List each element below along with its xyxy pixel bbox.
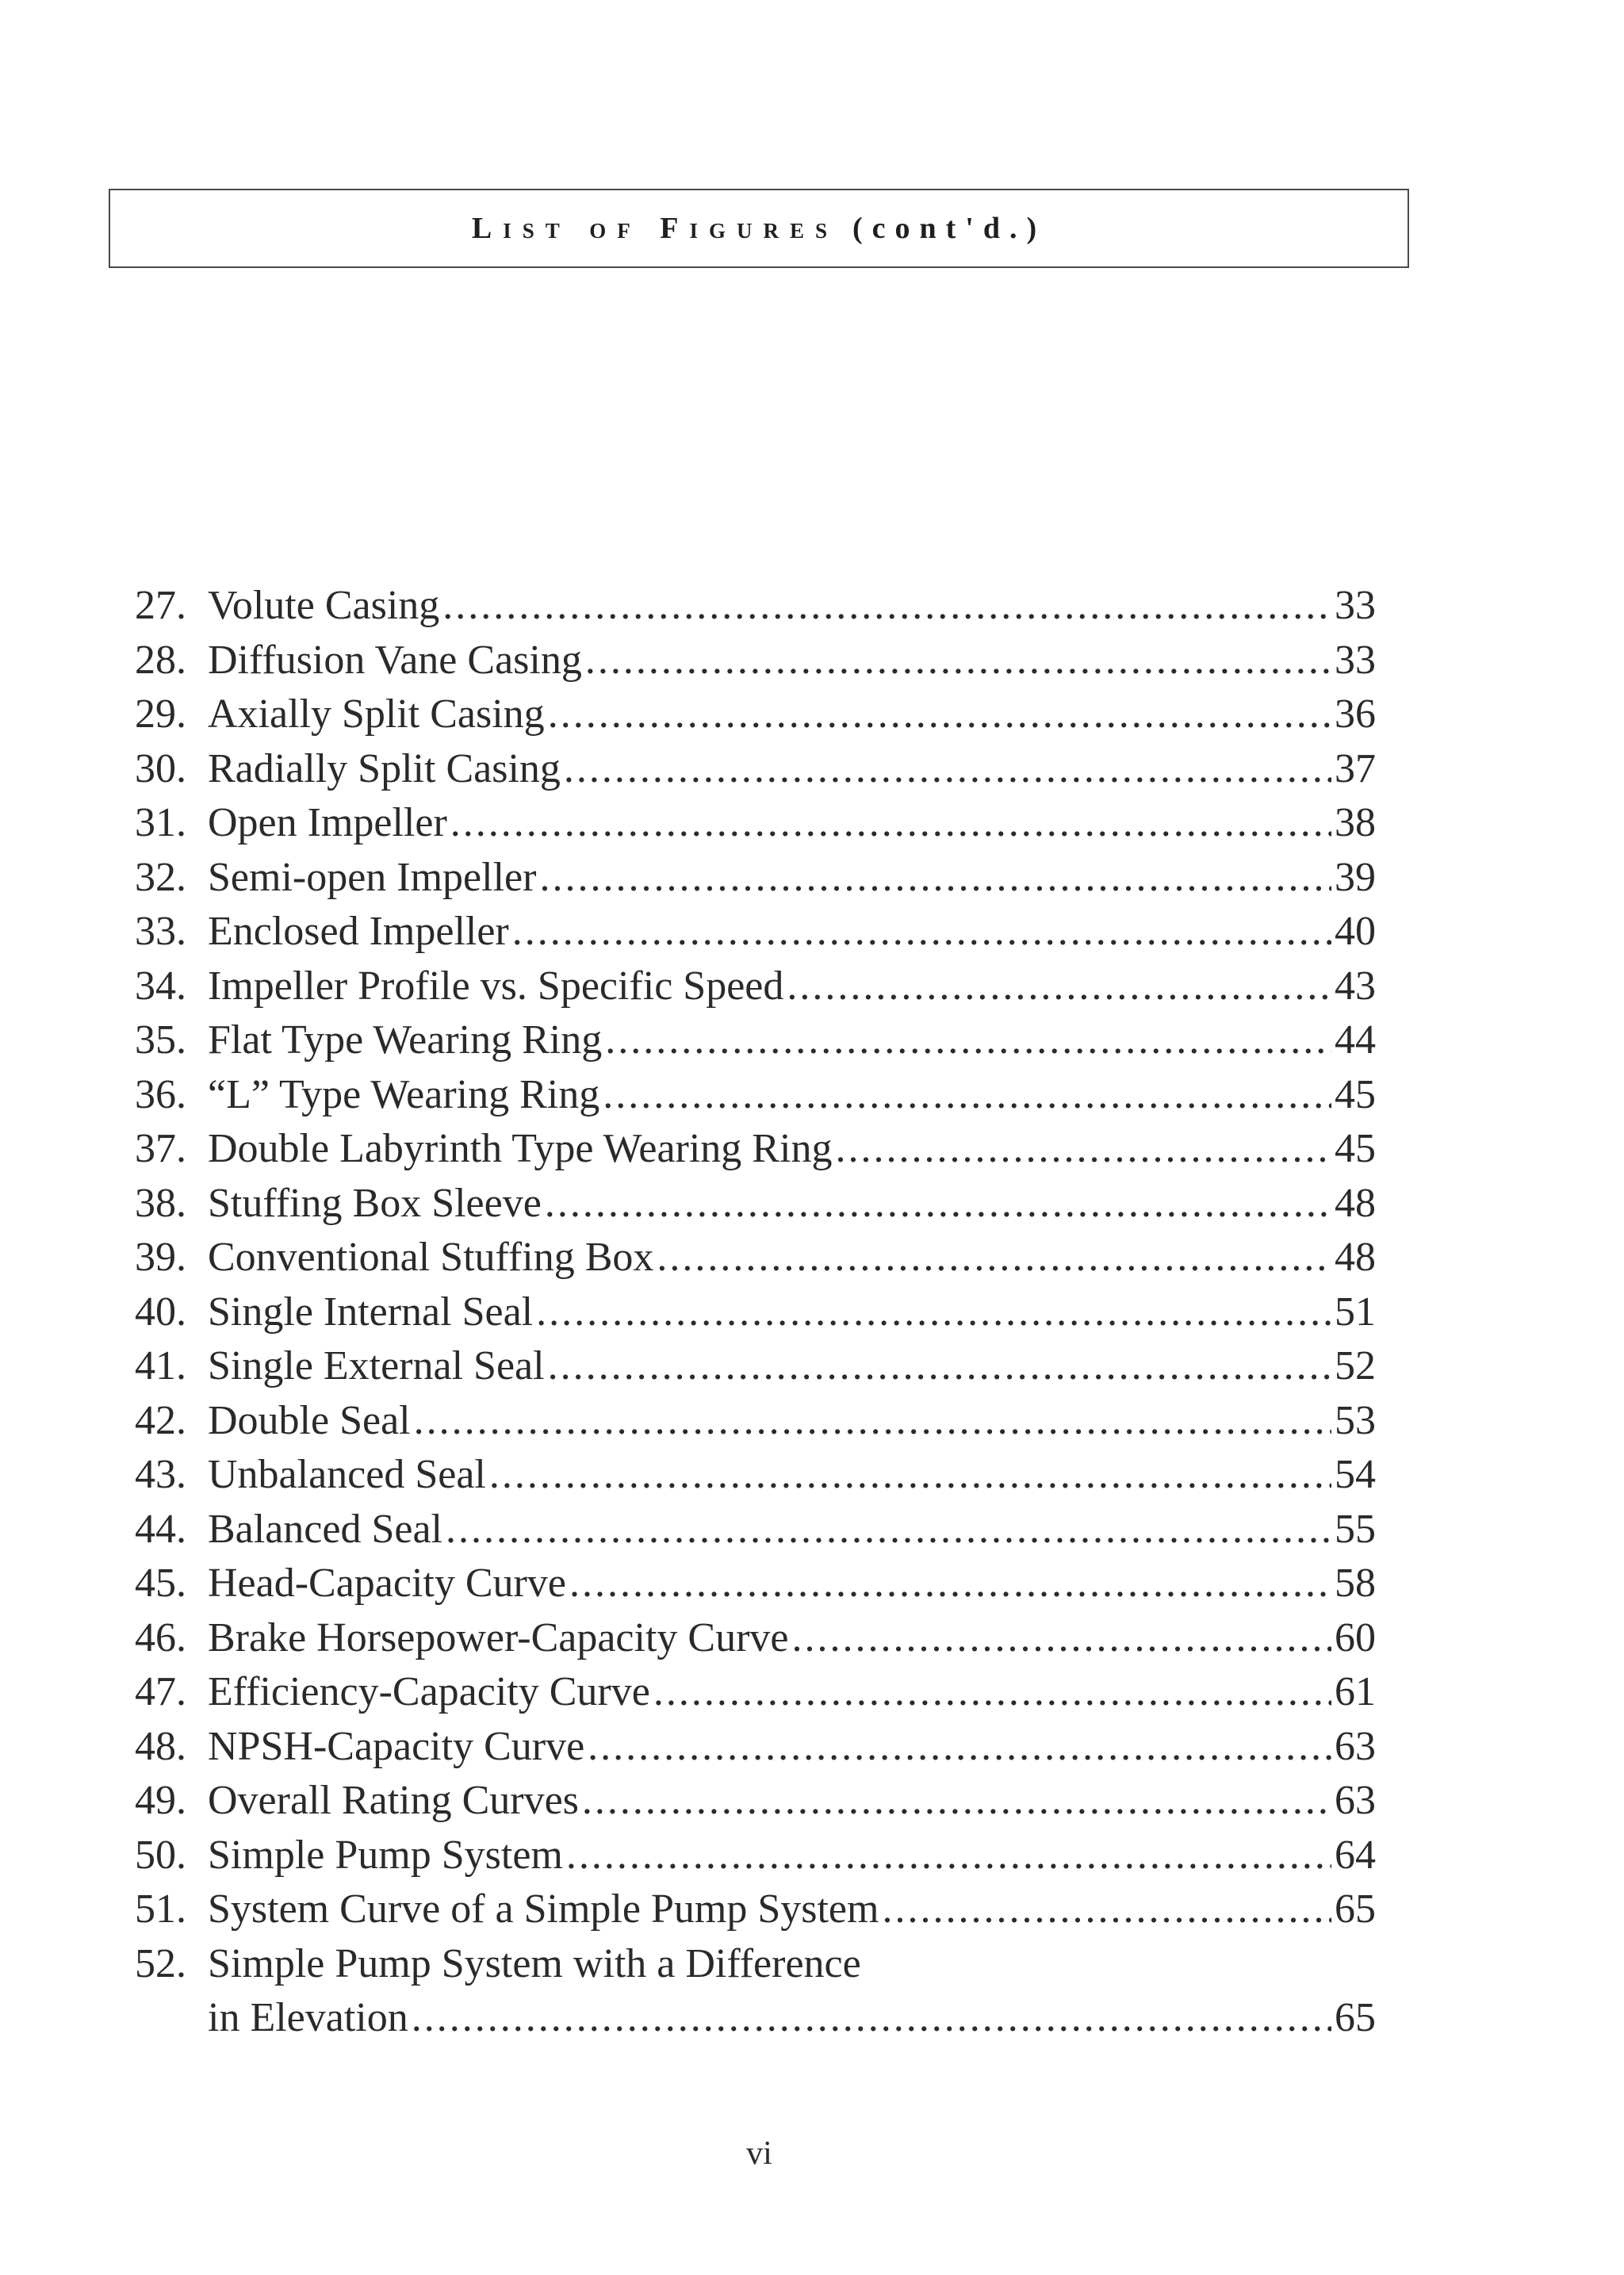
figure-title: Diffusion Vane Casing [208,637,582,683]
figure-page-number: 55 [1335,1506,1376,1552]
figure-entry[interactable] [135,1503,1376,1557]
dot-leader [653,1665,1331,1720]
figure-entry[interactable] [135,1394,1376,1449]
dot-leader [536,1285,1331,1340]
dot-leader [787,959,1331,1014]
dot-leader [512,905,1331,959]
figure-number: 40. [135,1289,186,1335]
figure-title: NPSH-Capacity Curve [208,1723,585,1769]
figure-number: 31. [135,800,186,845]
dot-leader [582,1774,1331,1829]
dot-leader [548,1339,1331,1394]
figure-number: 27. [135,583,186,628]
figure-number: 38. [135,1180,186,1226]
figure-number: 45. [135,1561,186,1606]
figure-number: 39. [135,1235,186,1280]
list-of-figures-header [109,189,1409,268]
figure-page-number: 40 [1335,909,1376,954]
figure-entry[interactable] [135,1122,1376,1177]
figure-entry[interactable] [135,1665,1376,1720]
figure-title: Brake Horsepower-Capacity Curve [208,1614,789,1660]
figure-page-number: 48 [1335,1235,1376,1280]
figure-page-number: 37 [1335,745,1376,791]
dot-leader [545,1177,1331,1231]
figure-entry[interactable] [135,1013,1376,1068]
figure-number: 49. [135,1778,186,1823]
figure-title: Efficiency-Capacity Curve [208,1669,650,1714]
figure-number: 52. [135,1940,186,1986]
figure-entry[interactable] [135,1285,1376,1340]
figure-title: System Curve of a Simple Pump System [208,1886,879,1932]
figure-number: 48. [135,1723,186,1769]
dot-leader [414,1394,1331,1449]
dot-leader [882,1882,1331,1937]
dot-leader [548,687,1331,742]
dot-leader [412,1991,1331,2046]
figure-entry[interactable] [135,1829,1376,1883]
figure-page-number: 48 [1335,1180,1376,1226]
figure-number: 43. [135,1452,186,1497]
figure-number: 33. [135,909,186,954]
dot-leader [605,1013,1331,1068]
figure-entry[interactable] [135,905,1376,959]
figure-title: Single External Seal [208,1343,545,1388]
figure-page-number: 51 [1335,1289,1376,1335]
figure-number: 42. [135,1397,186,1443]
figure-number: 44. [135,1506,186,1552]
figure-number: 47. [135,1669,186,1714]
figure-entry[interactable] [135,1177,1376,1231]
figure-number: 41. [135,1343,186,1388]
header-title [472,211,1046,246]
figure-number: 32. [135,854,186,900]
figure-number: 28. [135,637,186,683]
figure-title: Single Internal Seal [208,1289,534,1335]
figure-entry-continuation[interactable] [135,1991,1376,2046]
figure-entry[interactable] [135,959,1376,1014]
dot-leader [564,742,1331,797]
figure-title: Flat Type Wearing Ring [208,1017,603,1063]
figure-title: Enclosed Impeller [208,909,509,954]
figure-page-number: 63 [1335,1723,1376,1769]
figure-title: Balanced Seal [208,1506,442,1552]
figure-title: Stuffing Box Sleeve [208,1180,542,1226]
figure-title: Impeller Profile vs. Specific Speed [208,963,784,1009]
figure-title: Simple Pump System with a Difference [208,1940,861,1986]
figure-number: 35. [135,1017,186,1063]
figure-title: in Elevation [208,1995,408,2040]
figure-entry[interactable] [135,1339,1376,1394]
figure-entry[interactable] [135,1068,1376,1123]
dot-leader [588,1720,1331,1775]
figure-entry[interactable] [135,687,1376,742]
figure-number: 29. [135,691,186,737]
figure-page-number: 58 [1335,1561,1376,1606]
figure-entry[interactable] [135,742,1376,797]
figure-page-number: 33 [1335,637,1376,683]
figure-title: Conventional Stuffing Box [208,1235,654,1280]
figure-number: 37. [135,1126,186,1171]
figure-title: Radially Split Casing [208,745,561,791]
figure-number: 51. [135,1886,186,1932]
figure-number: 30. [135,745,186,791]
dot-leader [446,1503,1331,1557]
figures-list [135,579,1376,2046]
figure-page-number: 63 [1335,1778,1376,1823]
dot-leader [657,1231,1331,1285]
figure-title: Axially Split Casing [208,691,545,737]
figure-page-number: 54 [1335,1452,1376,1497]
figure-title: Unbalanced Seal [208,1452,486,1497]
figure-page-number: 39 [1335,854,1376,900]
dot-leader [603,1068,1331,1123]
figure-title: Overall Rating Curves [208,1778,579,1823]
figure-title: Semi-open Impeller [208,854,537,900]
dot-leader [442,579,1331,634]
figure-page-number: 64 [1335,1832,1376,1878]
figure-page-number: 44 [1335,1017,1376,1063]
figure-entry[interactable] [135,1937,1376,1992]
dot-leader [569,1557,1331,1611]
figure-title: Volute Casing [208,583,440,628]
figure-title: Open Impeller [208,800,447,845]
figure-title: Head-Capacity Curve [208,1561,566,1606]
figure-page-number: 33 [1335,583,1376,628]
figure-number: 50. [135,1832,186,1878]
header-title-suffix: (cont'd.) [852,212,1047,245]
figure-entry[interactable] [135,1774,1376,1829]
dot-leader [539,851,1331,906]
figure-entry[interactable] [135,1557,1376,1611]
figure-title: Simple Pump System [208,1832,563,1878]
figure-page-number: 36 [1335,691,1376,737]
figure-entry[interactable] [135,579,1376,634]
figure-entry[interactable] [135,1720,1376,1775]
figure-page-number: 53 [1335,1397,1376,1443]
figure-title: Double Labyrinth Type Wearing Ring [208,1126,833,1171]
dot-leader [835,1122,1331,1177]
dot-leader [585,634,1331,688]
figure-page-number: 45 [1335,1071,1376,1117]
figure-number: 46. [135,1614,186,1660]
page-number: vi [746,2135,772,2172]
figure-page-number: 43 [1335,963,1376,1009]
dot-leader [450,796,1331,851]
figure-page-number: 52 [1335,1343,1376,1388]
figure-page-number: 38 [1335,800,1376,845]
figure-number: 34. [135,963,186,1009]
figure-entry[interactable] [135,1611,1376,1666]
figure-entry[interactable] [135,1231,1376,1285]
figure-entry[interactable] [135,1882,1376,1937]
figure-entry[interactable] [135,1448,1376,1503]
figure-title: “L” Type Wearing Ring [208,1071,600,1117]
dot-leader [791,1611,1331,1666]
figure-page-number: 61 [1335,1669,1376,1714]
dot-leader [489,1448,1331,1503]
figure-page-number: 45 [1335,1126,1376,1171]
figure-entry[interactable] [135,634,1376,688]
figure-page-number: 65 [1335,1886,1376,1932]
header-title-text: List of Figures [471,212,838,245]
figure-number: 36. [135,1071,186,1117]
figure-page-number: 65 [1335,1995,1376,2040]
figure-page-number: 60 [1335,1614,1376,1660]
figure-title: Double Seal [208,1397,411,1443]
figure-entry[interactable] [135,796,1376,851]
figure-entry[interactable] [135,851,1376,906]
dot-leader [566,1829,1331,1883]
